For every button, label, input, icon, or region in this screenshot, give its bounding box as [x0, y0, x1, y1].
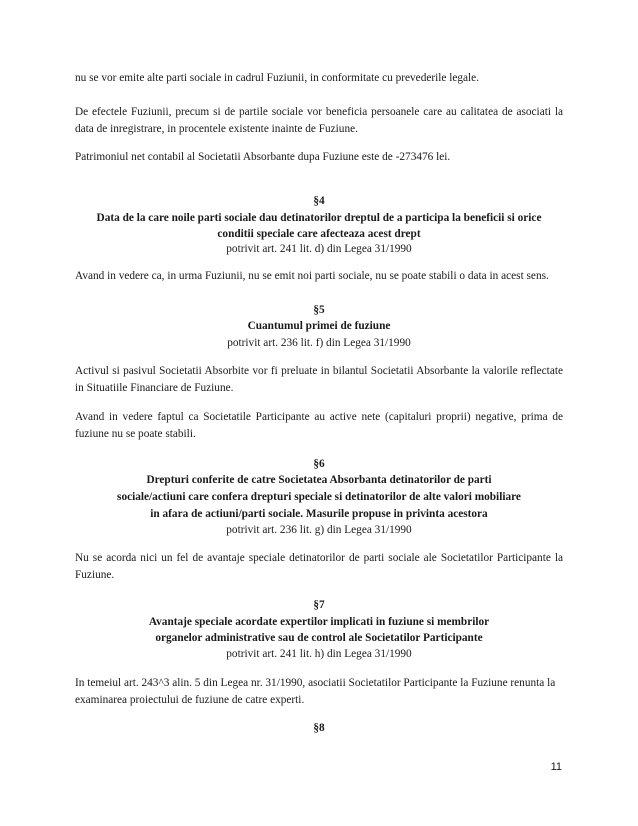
section-4-number: §4: [313, 195, 325, 207]
section-4-title-line2: conditii speciale care afecteaza acest drept: [217, 228, 421, 240]
section-6-legal-ref: potrivit art. 236 lit. g) din Legea 31/1990: [226, 524, 412, 536]
section-6-number: §6: [313, 458, 325, 470]
paragraph-patrimoniu: Patrimoniul net contabil al Societatii Absorbante dupa Fuziune este de -273476 lei.: [75, 151, 451, 163]
section-5-title: Cuantumul primei de fuziune: [247, 320, 391, 332]
section-7-title-line2: organelor administrative sau de control ale Societatilor Participante: [155, 632, 483, 644]
section-7-title-line1: Avantaje speciale acordate expertilor implicati in fuziune si membrilor: [148, 616, 490, 628]
paragraph-activ-pasiv: Activul si pasivul Societatii Absorbite vor fi preluate in bilantul Societatii Absorbante la valorile reflectate in Situatiile Financiare de Fuziune.: [75, 365, 563, 394]
paragraph-temei-legal: In temeiul art. 243^3 alin. 5 din Legea nr. 31/1990, asociatii Societatilor Participante la Fuziune renunta la examinarea proiectului de fuziune de catre experti.: [75, 677, 556, 706]
section-5-number: §5: [313, 304, 325, 316]
paragraph-prima-fuziune: Avand in vedere faptul ca Societatile Participante au active nete (capitaluri proprii) negative, prima de fuziune nu se poate stabili.: [75, 411, 563, 440]
paragraph-beneficiari: De efectele Fuziunii, precum si de partile sociale vor beneficia persoanele care au calitatea de asociati la data de inregistrare, in procentele existente inainte de Fuziune.: [75, 106, 563, 135]
section-6-title-line1: Drepturi conferite de catre Societatea Absorbanta detinatorilor de parti: [146, 474, 492, 486]
section-7-number: §7: [313, 599, 325, 611]
section-6-title-line3: in afara de actiuni/parti sociale. Masurile propuse in privinta acestora: [150, 508, 488, 520]
section-6-title-line2: sociale/actiuni care confera drepturi speciale si detinatorilor de alte valori mobiliare: [117, 491, 521, 503]
paragraph-avantaje-speciale: Nu se acorda nici un fel de avantaje speciale detinatorilor de parti sociale ale Societatilor Participante la Fuziune.: [75, 552, 563, 581]
paragraph-data-sens: Avand in vedere ca, in urma Fuziunii, nu se emit noi parti sociale, nu se poate stabili o data in acest sens.: [75, 270, 549, 282]
paragraph-fuziune-intro: nu se vor emite alte parti sociale in cadrul Fuziunii, in conformitate cu prevederile legale.: [75, 72, 480, 84]
section-5-legal-ref: potrivit art. 236 lit. f) din Legea 31/1990: [227, 337, 411, 349]
section-8-number: §8: [313, 722, 325, 734]
section-7-legal-ref: potrivit art. 241 lit. h) din Legea 31/1990: [226, 648, 412, 660]
section-4-legal-ref: potrivit art. 241 lit. d) din Legea 31/1990: [226, 243, 412, 255]
page-number: 11: [550, 761, 562, 773]
section-4-title-line1: Data de la care noile parti sociale dau detinatorilor dreptul de a participa la beneficii si orice: [96, 212, 542, 224]
